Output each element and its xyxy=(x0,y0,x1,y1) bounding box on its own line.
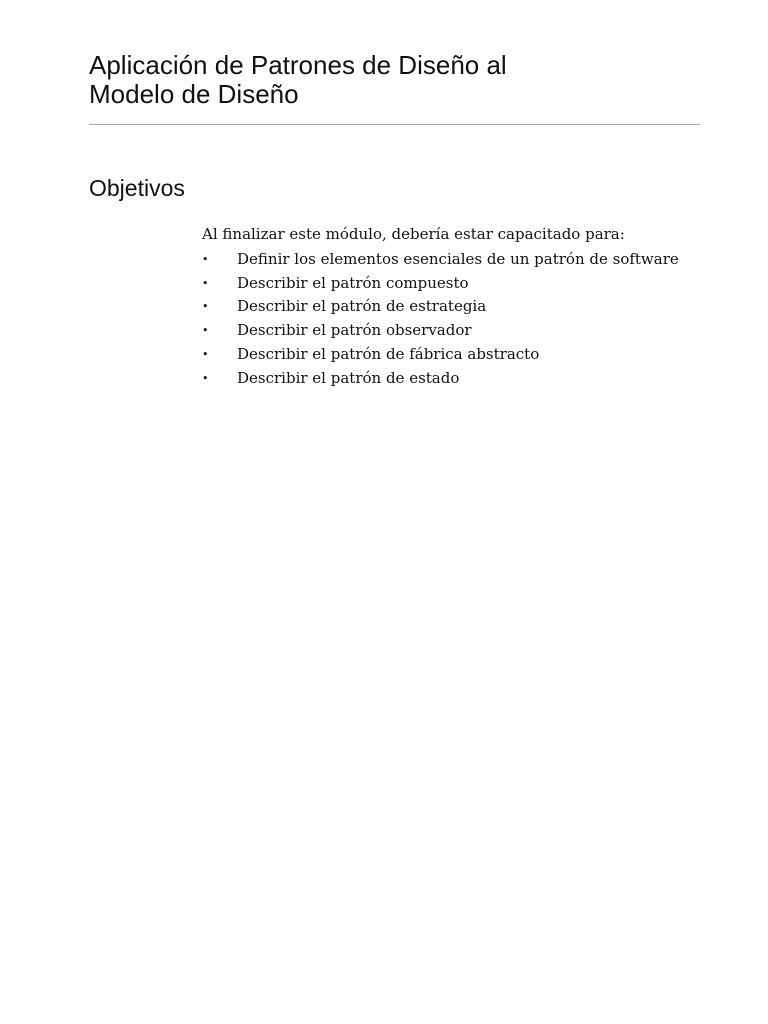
bullet-icon: • xyxy=(202,253,209,266)
list-item-text: Describir el patrón observador xyxy=(237,321,472,340)
bullet-icon: • xyxy=(202,324,209,338)
bullet-icon: • xyxy=(202,371,209,385)
list-item-text: Describir el patrón compuesto xyxy=(237,273,469,292)
list-item-text: Describir el patrón de estado xyxy=(237,368,460,387)
list-item-text: Describir el patrón de estrategia xyxy=(237,297,487,316)
page-title-line-1: Aplicación de Patrones de Diseño al xyxy=(89,50,507,80)
list-item xyxy=(202,319,679,343)
title-divider xyxy=(89,124,700,125)
list-item xyxy=(202,295,679,319)
objectives-list xyxy=(202,248,679,390)
section-heading: Objetivos xyxy=(89,175,185,201)
list-item xyxy=(202,343,679,367)
bullet-icon: • xyxy=(202,347,209,361)
list-item-text: Describir el patrón de fábrica abstracto xyxy=(237,344,540,363)
page-title xyxy=(89,51,700,109)
list-item xyxy=(202,248,679,272)
list-item xyxy=(202,367,679,391)
list-item xyxy=(202,272,679,296)
list-item-text: Definir los elementos esenciales de un patrón de software xyxy=(237,250,679,268)
objectives-intro: Al finalizar este módulo, debería estar capacitado para: xyxy=(202,225,625,243)
page-title-line-2: Modelo de Diseño xyxy=(89,79,299,109)
bullet-icon: • xyxy=(202,276,209,290)
bullet-icon: • xyxy=(202,300,209,314)
